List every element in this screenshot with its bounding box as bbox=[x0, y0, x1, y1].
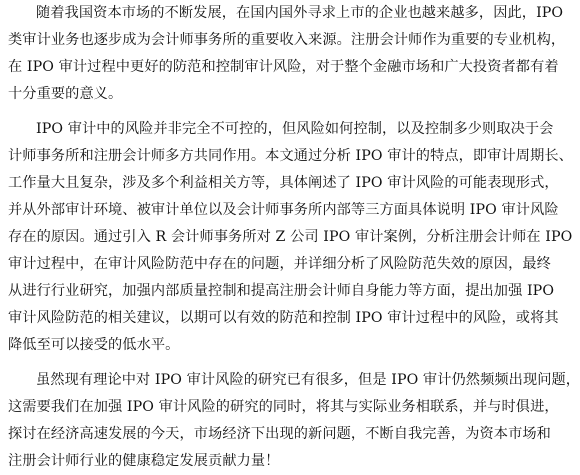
paragraph-line: 并从外部审计环境、被审计单位以及会计师事务所内部等三方面具体说明 IPO 审计风险 bbox=[8, 202, 559, 218]
paragraph-line: 注册会计师行业的健康稳定发展贡献力量！ bbox=[8, 453, 280, 469]
paragraph-line: 类审计业务也逐步成为会计师事务所的重要收入来源。注册会计师作为重要的专业机构， bbox=[8, 32, 566, 48]
paragraph-3 bbox=[8, 367, 580, 475]
paragraph-line: 随着我国资本市场的不断发展，在国内国外寻求上市的企业也越来越多，因此，IPO bbox=[36, 5, 564, 21]
paragraph-line: 这需要我们在加强 IPO 审计风险的研究的同时，将其与实际业务相联系，并与时俱进， bbox=[8, 399, 559, 415]
paragraph-line: 十分重要的意义。 bbox=[8, 86, 123, 102]
paragraph-line: 存在的原因。通过引入 R 会计师事务所对 Z 公司 IPO 审计案例，分析注册会计师在 IPO bbox=[8, 229, 573, 245]
paragraph-line: 审计风险防范的相关建议，以期可以有效的防范和控制 IPO 审计过程中的风险，或将其 bbox=[8, 310, 559, 326]
paragraph-line: 虽然现有理论中对 IPO 审计风险的研究已有很多，但是 IPO 审计仍然频频出现问题， bbox=[36, 372, 580, 388]
paragraph-line: 探讨在经济高速发展的今天，市场经济下出现的新问题，不断自我完善，为资本市场和 bbox=[8, 426, 551, 442]
paragraph-line: 从进行行业研究，加强内部质量控制和提高注册会计师自身能力等方面，提出加强 IPO bbox=[8, 283, 555, 299]
paragraph-1 bbox=[8, 0, 566, 108]
paragraph-line: 计师事务所和注册会计师多方共同作用。本文通过分析 IPO 审计的特点，即审计周期长、 bbox=[8, 148, 573, 164]
paragraph-line: 降低至可以接受的低水平。 bbox=[8, 337, 180, 353]
paragraph-line: 工作量大且复杂，涉及多个利益相关方等，具体阐述了 IPO 审计风险的可能表现形式， bbox=[8, 175, 559, 191]
paragraph-line: IPO 审计中的风险并非完全不可控的，但风险如何控制，以及控制多少则取决于会 bbox=[36, 121, 554, 137]
paragraph-line: 在 IPO 审计过程中更好的防范和控制审计风险，对于整个金融市场和广大投资者都有着 bbox=[8, 59, 559, 75]
paragraph-2 bbox=[8, 116, 573, 359]
paragraph-line: 审计过程中，在审计风险防范中存在的问题，并详细分析了风险防范失效的原因，最终 bbox=[8, 256, 551, 272]
